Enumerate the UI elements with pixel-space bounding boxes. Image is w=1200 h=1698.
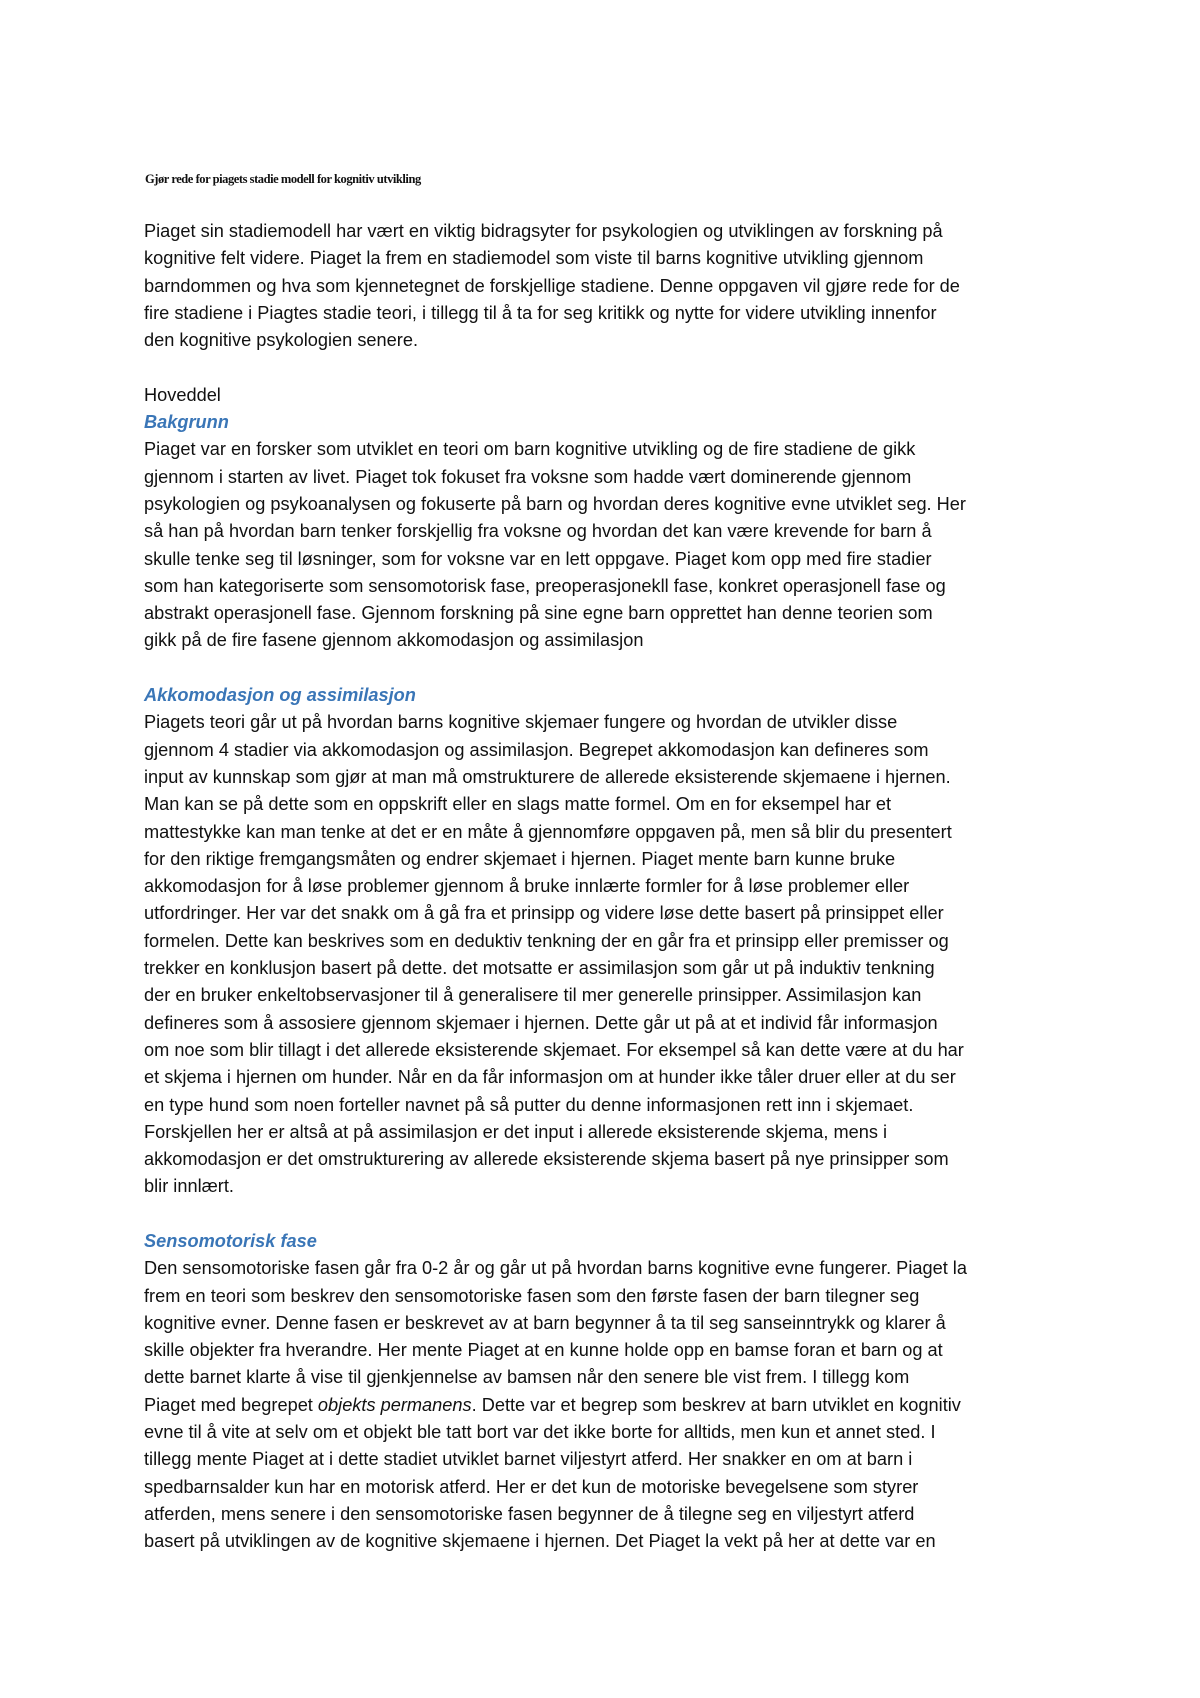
text-line bbox=[144, 1392, 1074, 1419]
text-line: akkomodasjon er det omstrukturering av allerede eksisterende skjema basert på nye prinsipper som bbox=[144, 1149, 949, 1170]
text-run: . Dette var et begrep som beskrev at barn utviklet en kognitiv bbox=[471, 1394, 961, 1415]
text-line: trekker en konklusjon basert på dette. det motsatte er assimilasjon som går ut på induktiv tenkning bbox=[144, 958, 935, 979]
text-line: evne til å vite at selv om et objekt ble tatt bort var det ikke borte for alltids, men kun et annet sted. I bbox=[144, 1422, 936, 1443]
section-heading-akkomodasjon: Akkomodasjon og assimilasjon bbox=[144, 685, 416, 706]
akkomodasjon-paragraph bbox=[144, 709, 1074, 1200]
text-line: tillegg mente Piaget at i dette stadiet utviklet barnet viljestyrt atferd. Her snakker en om at barn i bbox=[144, 1449, 913, 1470]
document-title: Gjør rede for piagets stadie modell for kognitiv utvikling bbox=[145, 172, 421, 186]
text-line: spedbarnsalder kun har en motorisk atferd. Her er det kun de motoriske bevegelsene som styrer bbox=[144, 1476, 919, 1497]
text-line: formelen. Dette kan beskrives som en deduktiv tenkning der en går fra et prinsipp eller premisser og bbox=[144, 930, 949, 951]
text-line: gjennom 4 stadier via akkomodasjon og assimilasjon. Begrepet akkomodasjon kan defineres som bbox=[144, 739, 929, 760]
bakgrunn-paragraph bbox=[144, 436, 1074, 654]
text-line: blir innlært. bbox=[144, 1176, 234, 1197]
text-line: Den sensomotoriske fasen går fra 0-2 år og går ut på hvordan barns kognitive evne fungerer. Piaget la bbox=[144, 1258, 967, 1279]
text-run: Piaget med begrepet bbox=[144, 1394, 318, 1415]
sensomotorisk-paragraph bbox=[144, 1255, 1074, 1555]
text-line: basert på utviklingen av de kognitive skjemaene i hjernen. Det Piaget la vekt på her at dette var en bbox=[144, 1531, 936, 1552]
text-line: psykologien og psykoanalysen og fokuserte på barn og hvordan deres kognitive evne utviklet seg. Her bbox=[144, 493, 966, 514]
text-line: Piaget var en forsker som utviklet en teori om barn kognitive utvikling og de fire stadiene de gikk bbox=[144, 439, 916, 460]
paragraph-spacer bbox=[144, 1201, 1074, 1228]
text-line: mattestykke kan man tenke at det er en måte å gjennomføre oppgaven på, men så blir du presentert bbox=[144, 821, 952, 842]
text-line: frem en teori som beskrev den sensomotoriske fasen som den første fasen der barn tilegner seg bbox=[144, 1285, 920, 1306]
text-line: gikk på de fire fasene gjennom akkomodasjon og assimilasjon bbox=[144, 630, 644, 651]
text-line: et skjema i hjernen om hunder. Når en da får informasjon om at hunder ikke tåler druer eller at du ser bbox=[144, 1067, 956, 1088]
text-line: input av kunnskap som gjør at man må omstrukturere de allerede eksisterende skjemaene i hjernen. bbox=[144, 766, 951, 787]
text-line: akkomodasjon for å løse problemer gjennom å bruke innlærte formler for å løse problemer eller bbox=[144, 876, 910, 897]
text-line: som han kategoriserte som sensomotorisk fase, preoperasjonekll fase, konkret operasjonell fase og bbox=[144, 575, 946, 596]
italic-term: objekts permanens bbox=[317, 1394, 472, 1415]
text-line: kognitive felt videre. Piaget la frem en stadiemodel som viste til barns kognitive utvikling gjennom bbox=[144, 248, 924, 269]
text-line: utfordringer. Her var det snakk om å gå fra et prinsipp og videre løse dette basert på prinsippet eller bbox=[144, 903, 944, 924]
text-line: barndommen og hva som kjennetegnet de forskjellige stadiene. Denne oppgaven vil gjøre rede for de bbox=[144, 275, 960, 296]
section-heading-sensomotorisk: Sensomotorisk fase bbox=[144, 1230, 317, 1251]
paragraph-spacer bbox=[144, 655, 1074, 682]
text-line: dette barnet klarte å vise til gjenkjennelse av bamsen når den senere ble vist frem. I tillegg kom bbox=[144, 1367, 910, 1388]
text-line: gjennom i starten av livet. Piaget tok fokuset fra voksne som hadde vært dominerende gjennom bbox=[144, 466, 912, 487]
text-line: den kognitive psykologien senere. bbox=[144, 330, 419, 351]
intro-paragraph bbox=[144, 218, 1074, 354]
text-line: så han på hvordan barn tenker forskjellig fra voksne og hvordan det kan være krevende for barn å bbox=[144, 521, 932, 542]
text-line: defineres som å assosiere gjennom skjemaer i hjernen. Dette går ut på at et individ får informasjon bbox=[144, 1012, 938, 1033]
text-line: kognitive evner. Denne fasen er beskrevet av at barn begynner å ta til seg sanseinntrykk og klarer å bbox=[144, 1312, 946, 1333]
text-line: for den riktige fremgangsmåten og endrer skjemaet i hjernen. Piaget mente barn kunne bruke bbox=[144, 848, 896, 869]
text-line: Forskjellen her er altså at på assimilasjon er det input i allerede eksisterende skjema, mens i bbox=[144, 1121, 888, 1142]
text-line: abstrakt operasjonell fase. Gjennom forskning på sine egne barn opprettet han denne teorien som bbox=[144, 603, 933, 624]
text-line: Piagets teori går ut på hvordan barns kognitive skjemaer fungere og hvordan de utvikler disse bbox=[144, 712, 898, 733]
text-line: Piaget sin stadiemodell har vært en viktig bidragsyter for psykologien og utviklingen av forskning på bbox=[144, 221, 943, 241]
hoveddel-heading: Hoveddel bbox=[144, 384, 221, 405]
text-line: om noe som blir tillagt i det allerede eksisterende skjemaet. For eksempel så kan dette være at du har bbox=[144, 1039, 964, 1060]
paragraph-spacer bbox=[144, 354, 1074, 381]
text-line: skulle tenke seg til løsninger, som for voksne var en lett oppgave. Piaget kom opp med fire stadier bbox=[144, 548, 932, 569]
text-line: der en bruker enkeltobservasjoner til å generalisere til mer generelle prinsipper. Assimilasjon kan bbox=[144, 985, 922, 1006]
section-heading-bakgrunn: Bakgrunn bbox=[144, 412, 229, 433]
text-line: skille objekter fra hverandre. Her mente Piaget at en kunne holde opp en bamse foran et barn og at bbox=[144, 1340, 943, 1361]
document-body bbox=[144, 218, 1074, 1556]
text-line: Man kan se på dette som en oppskrift eller en slags matte formel. Om en for eksempel har et bbox=[144, 794, 892, 815]
text-line: atferden, mens senere i den sensomotoriske fasen begynner de å tilegne seg en viljestyrt atferd bbox=[144, 1503, 915, 1524]
text-line: fire stadiene i Piagtes stadie teori, i tillegg til å ta for seg kritikk og nytte for videre utvikling innenfor bbox=[144, 302, 937, 323]
text-line: en type hund som noen forteller navnet på så putter du denne informasjonen rett inn i skjemaet. bbox=[144, 1094, 914, 1115]
